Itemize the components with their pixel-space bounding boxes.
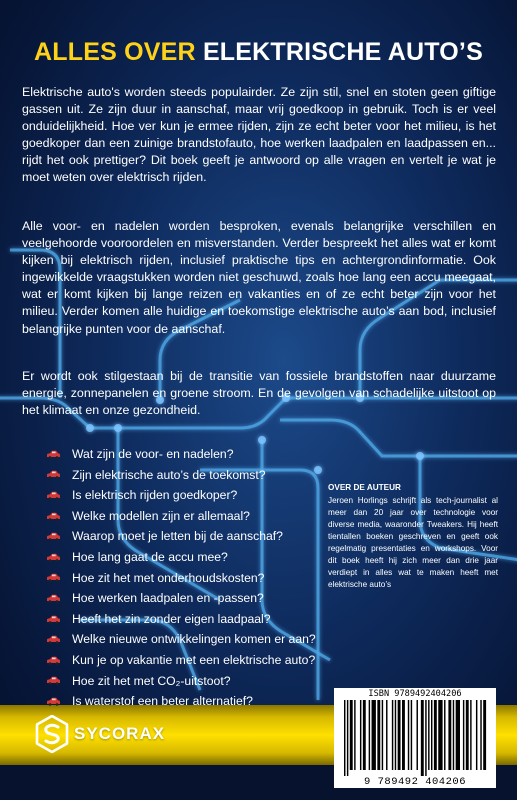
question-text: Welke modellen zijn er allemaal? — [72, 508, 250, 523]
car-icon — [46, 470, 61, 479]
question-text: Kun je op vakantie met een elektrische auto? — [72, 652, 316, 667]
author-bio: Jeroen Horlings schrijft als tech-journalist al meer dan 20 jaar over technologie voor diverse media, waaronder Tweakers. Hij heeft tientallen boeken geschreven en geeft ook regelmatig presentaties en workshops. Voor dit boek heeft hij zich meer dan drie jaar verdiept in alles wat te maken heeft met elektrische auto’s — [328, 496, 498, 589]
question-item — [46, 547, 316, 568]
details-paragraph: Alle voor- en nadelen worden besproken, evenals belangrijke verschillen en veelgehoorde vooroordelen en misverstanden. Verder bespreekt het alles wat er komt kijken bij elektrisch rijden, inclusief praktische tips en achtergrondinformatie. Ook ingewikkelde vraagstukken worden niet geschuwd, zoals hoe lang een accu meegaat, wat er komt kijken bij lange reizen en vakanties en of ze echt beter zijn voor het milieu. Verder komen alle huidige en toekomstige elektrische auto’s aan bod, inclusief belangrijke punten voor de aanschaf. — [22, 219, 496, 336]
question-text: Is waterstof een beter alternatief? — [72, 694, 253, 709]
question-item — [46, 691, 316, 712]
publisher-logo — [35, 715, 165, 753]
question-text: Zijn elektrische auto’s de toekomst? — [72, 467, 266, 482]
question-item — [46, 650, 316, 671]
question-item — [46, 526, 316, 547]
car-icon — [46, 573, 61, 582]
car-icon — [46, 491, 61, 500]
title-accent: ALLES OVER — [34, 38, 196, 66]
sycorax-logo-icon — [35, 715, 69, 753]
car-icon — [46, 450, 61, 459]
transition-paragraph: Er wordt ook stilgestaan bij de transitie van fossiele brandstoffen naar duurzame energie, zonnepanelen en groene stroom. En de gevolgen van schadelijke uitstoot op het klimaat en onze gezondheid. — [22, 369, 496, 418]
question-item — [46, 506, 316, 527]
publisher-name: SYCORAX — [74, 724, 166, 743]
car-icon — [46, 697, 61, 706]
isbn-barcode-box — [334, 688, 496, 788]
question-item — [46, 671, 316, 692]
question-text: Hoe werken laadpalen en -passen? — [72, 591, 264, 606]
question-item — [46, 609, 316, 630]
question-item — [46, 629, 316, 650]
question-text: Waarop moet je letten bij de aanschaf? — [72, 529, 283, 544]
question-text: Hoe zit het met onderhoudskosten? — [72, 570, 265, 585]
question-text: Welke nieuwe ontwikkelingen komen er aan? — [72, 632, 316, 647]
car-icon — [46, 512, 61, 521]
question-item — [46, 485, 316, 506]
car-icon — [46, 656, 61, 665]
isbn-label: ISBN 9789492404206 — [368, 689, 462, 699]
author-heading: OVER DE AUTEUR — [328, 483, 401, 492]
car-icon — [46, 594, 61, 603]
car-icon — [46, 615, 61, 624]
question-text: Hoe lang gaat de accu mee? — [72, 549, 228, 564]
question-text: Wat zijn de voor- en nadelen? — [72, 447, 234, 461]
car-icon — [46, 553, 61, 562]
car-icon — [46, 676, 61, 685]
title-main: ELEKTRISCHE AUTO’S — [202, 38, 483, 66]
car-icon — [46, 635, 61, 644]
intro-paragraph: Elektrische auto's worden steeds populairder. Ze zijn stil, snel en stoten geen giftige gassen uit. Ze zijn duur in aanschaf, maar vrij goedkoop in gebruik. Toch is er veel onduidelijkheid. Hoe ver kun je ermee rijden, zijn ze echt beter voor het milieu, is het goedkoper dan een zuinige brandstofauto, hoe werken laadpalen en laadpassen en... rijdt het ook prettiger? Dit boek geeft je antwoord op alle vragen en vertelt je wat je moet weten over elektrisch rijden. — [22, 85, 496, 185]
question-item — [46, 465, 316, 486]
question-item — [46, 568, 316, 589]
barcode-icon — [342, 700, 488, 776]
question-list — [46, 444, 316, 712]
car-icon — [46, 532, 61, 541]
question-item — [46, 588, 316, 609]
cover-title — [0, 38, 517, 67]
question-item — [46, 444, 316, 465]
question-text: Is elektrisch rijden goedkoper? — [72, 488, 238, 503]
question-text: Hoe zit het met CO₂-uitstoot? — [72, 673, 231, 688]
isbn-digits: 9 789492 404206 — [363, 776, 466, 788]
question-text: Heeft het zin zonder eigen laadpaal? — [72, 611, 271, 626]
